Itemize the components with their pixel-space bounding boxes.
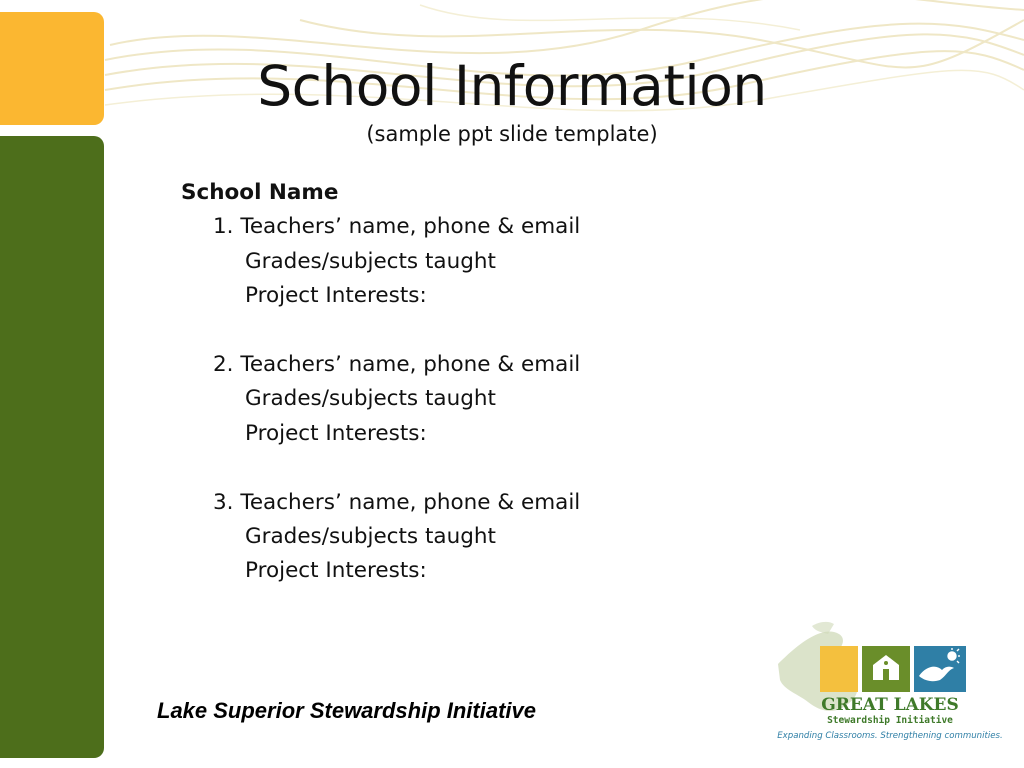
teacher-contact-line: 3. Teachers’ name, phone & email [213, 489, 581, 515]
great-lakes-logo [772, 620, 1012, 746]
teacher-contact-line: 1. Teachers’ name, phone & email [213, 214, 581, 240]
logo-tagline: Expanding Classrooms. Strengthening communities. [777, 731, 1003, 741]
teacher-entry-2 [181, 348, 701, 451]
slide-body [181, 176, 701, 623]
teacher-interests-line: Project Interests: [245, 558, 427, 584]
slide-subtitle: (sample ppt slide template) [366, 122, 658, 146]
logo-name-line2: Stewardship Initiative [827, 715, 953, 726]
teacher-contact-line: 2. Teachers’ name, phone & email [213, 352, 581, 378]
teacher-grades-line: Grades/subjects taught [245, 524, 496, 550]
logo-name-line1: GREAT LAKES [821, 695, 959, 715]
footer-organization: Lake Superior Stewardship Initiative [157, 698, 536, 723]
teacher-interests-line: Project Interests: [245, 420, 427, 446]
teacher-grades-line: Grades/subjects taught [245, 248, 496, 274]
accent-bar-yellow [0, 12, 104, 125]
teacher-interests-line: Project Interests: [245, 283, 427, 309]
teacher-entry-3 [181, 486, 701, 589]
teacher-entry-1 [181, 210, 701, 313]
teacher-grades-line: Grades/subjects taught [245, 386, 496, 412]
accent-bar-green [0, 136, 104, 758]
school-name-heading: School Name [181, 180, 339, 205]
slide-title: School Information [257, 54, 767, 118]
